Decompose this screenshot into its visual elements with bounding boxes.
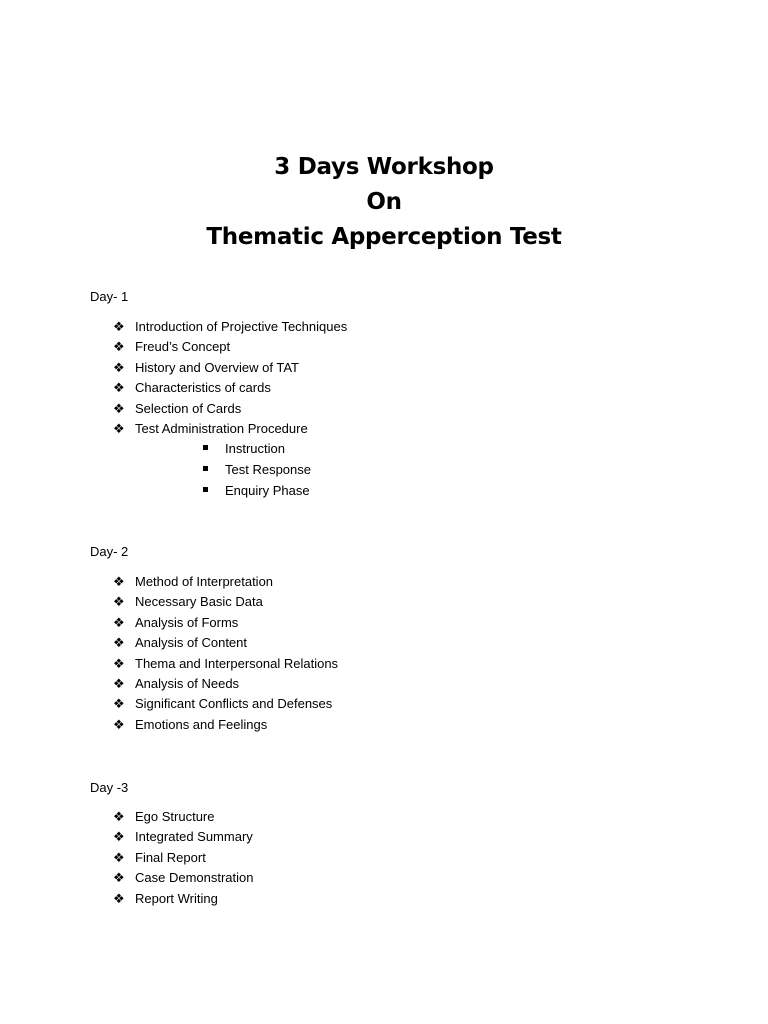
diamond-bullet-icon: ❖ (113, 420, 125, 436)
square-bullet-icon (203, 466, 208, 471)
list-item: ❖ Method of Interpretation (113, 572, 338, 592)
title-line-3: Thematic Apperception Test (206, 224, 562, 250)
list-item: ❖ Final Report (113, 848, 254, 868)
title-block (0, 150, 768, 255)
list-item: ❖ Test Administration Procedure Instruction Test Response Enquiry Phase (113, 419, 347, 439)
list-item: ❖ Characteristics of cards (113, 378, 347, 398)
diamond-bullet-icon: ❖ (113, 635, 125, 651)
list-item: ❖ Report Writing (113, 889, 254, 909)
day-1-list (113, 317, 348, 498)
square-bullet-icon (203, 487, 208, 492)
diamond-bullet-icon: ❖ (113, 716, 125, 732)
list-item: ❖ Integrated Summary (113, 827, 254, 847)
list-item: ❖ Analysis of Forms (113, 613, 338, 633)
list-item: ❖ Selection of Cards (113, 399, 347, 419)
list-item: ❖ Necessary Basic Data (113, 592, 338, 612)
list-item: ❖ Case Demonstration (113, 868, 254, 888)
diamond-bullet-icon: ❖ (113, 870, 125, 886)
list-item: ❖ Significant Conflicts and Defenses (113, 694, 338, 714)
diamond-bullet-icon: ❖ (113, 675, 125, 691)
diamond-bullet-icon: ❖ (113, 614, 125, 630)
diamond-bullet-icon: ❖ (113, 359, 125, 375)
sub-list-item: Test Response (203, 460, 311, 481)
list-item: ❖ Analysis of Content (113, 633, 338, 653)
list-item: ❖ Freud’s Concept (113, 337, 347, 357)
list-item: ❖ Emotions and Feelings (113, 715, 338, 735)
diamond-bullet-icon: ❖ (113, 849, 125, 865)
list-item: ❖ Ego Structure (113, 807, 254, 827)
list-item: ❖ Introduction of Projective Techniques (113, 317, 347, 337)
diamond-bullet-icon: ❖ (113, 319, 125, 334)
sub-list-item: Enquiry Phase (203, 481, 311, 502)
diamond-bullet-icon: ❖ (113, 890, 125, 906)
diamond-bullet-icon: ❖ (113, 655, 125, 671)
day-3-heading: Day -3 (90, 780, 129, 795)
day-2-heading: Day- 2 (90, 544, 129, 559)
diamond-bullet-icon: ❖ (113, 594, 125, 610)
diamond-bullet-icon: ❖ (113, 696, 125, 712)
diamond-bullet-icon: ❖ (113, 380, 125, 396)
diamond-bullet-icon: ❖ (113, 400, 125, 416)
sub-list-item: Instruction (203, 439, 311, 460)
title-line-2: On (366, 189, 402, 215)
diamond-bullet-icon: ❖ (113, 339, 125, 355)
diamond-bullet-icon: ❖ (113, 809, 125, 824)
list-item: ❖ Thema and Interpersonal Relations (113, 654, 338, 674)
list-item: ❖ History and Overview of TAT (113, 358, 347, 378)
day-1-heading: Day- 1 (90, 289, 129, 304)
title-line-1: 3 Days Workshop (274, 154, 494, 180)
square-bullet-icon (203, 445, 208, 450)
diamond-bullet-icon: ❖ (113, 574, 125, 589)
day-2-list (113, 572, 338, 735)
diamond-bullet-icon: ❖ (113, 829, 125, 845)
list-item: ❖ Analysis of Needs (113, 674, 338, 694)
day-3-list (113, 807, 254, 909)
sub-list (203, 439, 311, 501)
